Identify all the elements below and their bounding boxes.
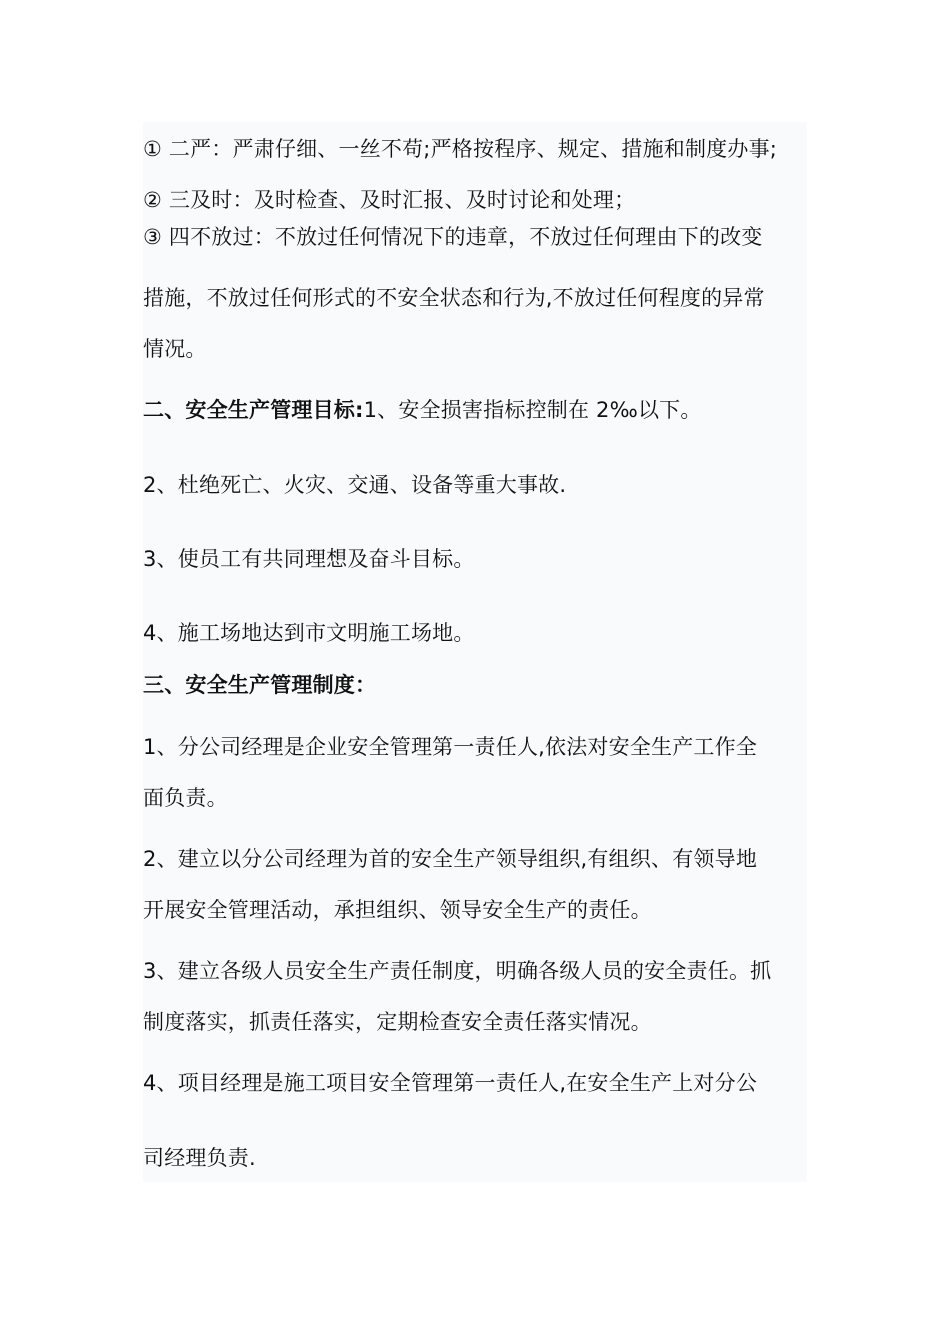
section-3-line-7: 4、项目经理是施工项目安全管理第一责任人,在安全生产上对分公 <box>143 1071 758 1095</box>
section-2-heading: 二、安全生产管理目标: <box>143 398 364 422</box>
section-2-heading-line <box>143 396 702 424</box>
section-3-line-1: 1、分公司经理是企业安全管理第一责任人,依法对安全生产工作全 <box>143 735 758 759</box>
principle-line-4: 措施，不放过任何形式的不安全状态和行为,不放过任何程度的异常 <box>143 286 765 310</box>
principle-line-5: 情况。 <box>143 337 207 361</box>
principle-line-3: ③ 四不放过：不放过任何情况下的违章，不放过任何理由下的改变 <box>143 225 763 249</box>
section-3-line-5: 3、建立各级人员安全生产责任制度，明确各级人员的安全责任。抓 <box>143 959 772 983</box>
principle-line-1: ① 二严：严肃仔细、一丝不苟;严格按程序、规定、措施和制度办事; <box>143 137 778 161</box>
section-2-item-2: 2、杜绝死亡、火灾、交通、设备等重大事故. <box>143 473 567 497</box>
section-3-line-4: 开展安全管理活动，承担组织、领导安全生产的责任。 <box>143 898 652 922</box>
section-3-line-8: 司经理负责. <box>143 1146 256 1170</box>
section-2-item-4: 4、施工场地达到市文明施工场地。 <box>143 621 475 645</box>
section-3-line-6: 制度落实，抓责任落实，定期检查安全责任落实情况。 <box>143 1010 652 1034</box>
section-3-line-2: 面负责。 <box>143 786 228 810</box>
section-2-item-3: 3、使员工有共同理想及奋斗目标。 <box>143 547 475 571</box>
principle-line-2: ② 三及时：及时检查、及时汇报、及时讨论和处理； <box>143 188 636 212</box>
section-2-item-1: 1、安全损害指标控制在 2‰以下。 <box>363 398 702 422</box>
section-3-line-3: 2、建立以分公司经理为首的安全生产领导组织,有组织、有领导地 <box>143 847 758 871</box>
section-3-heading: 三、安全生产管理制度： <box>143 673 377 697</box>
